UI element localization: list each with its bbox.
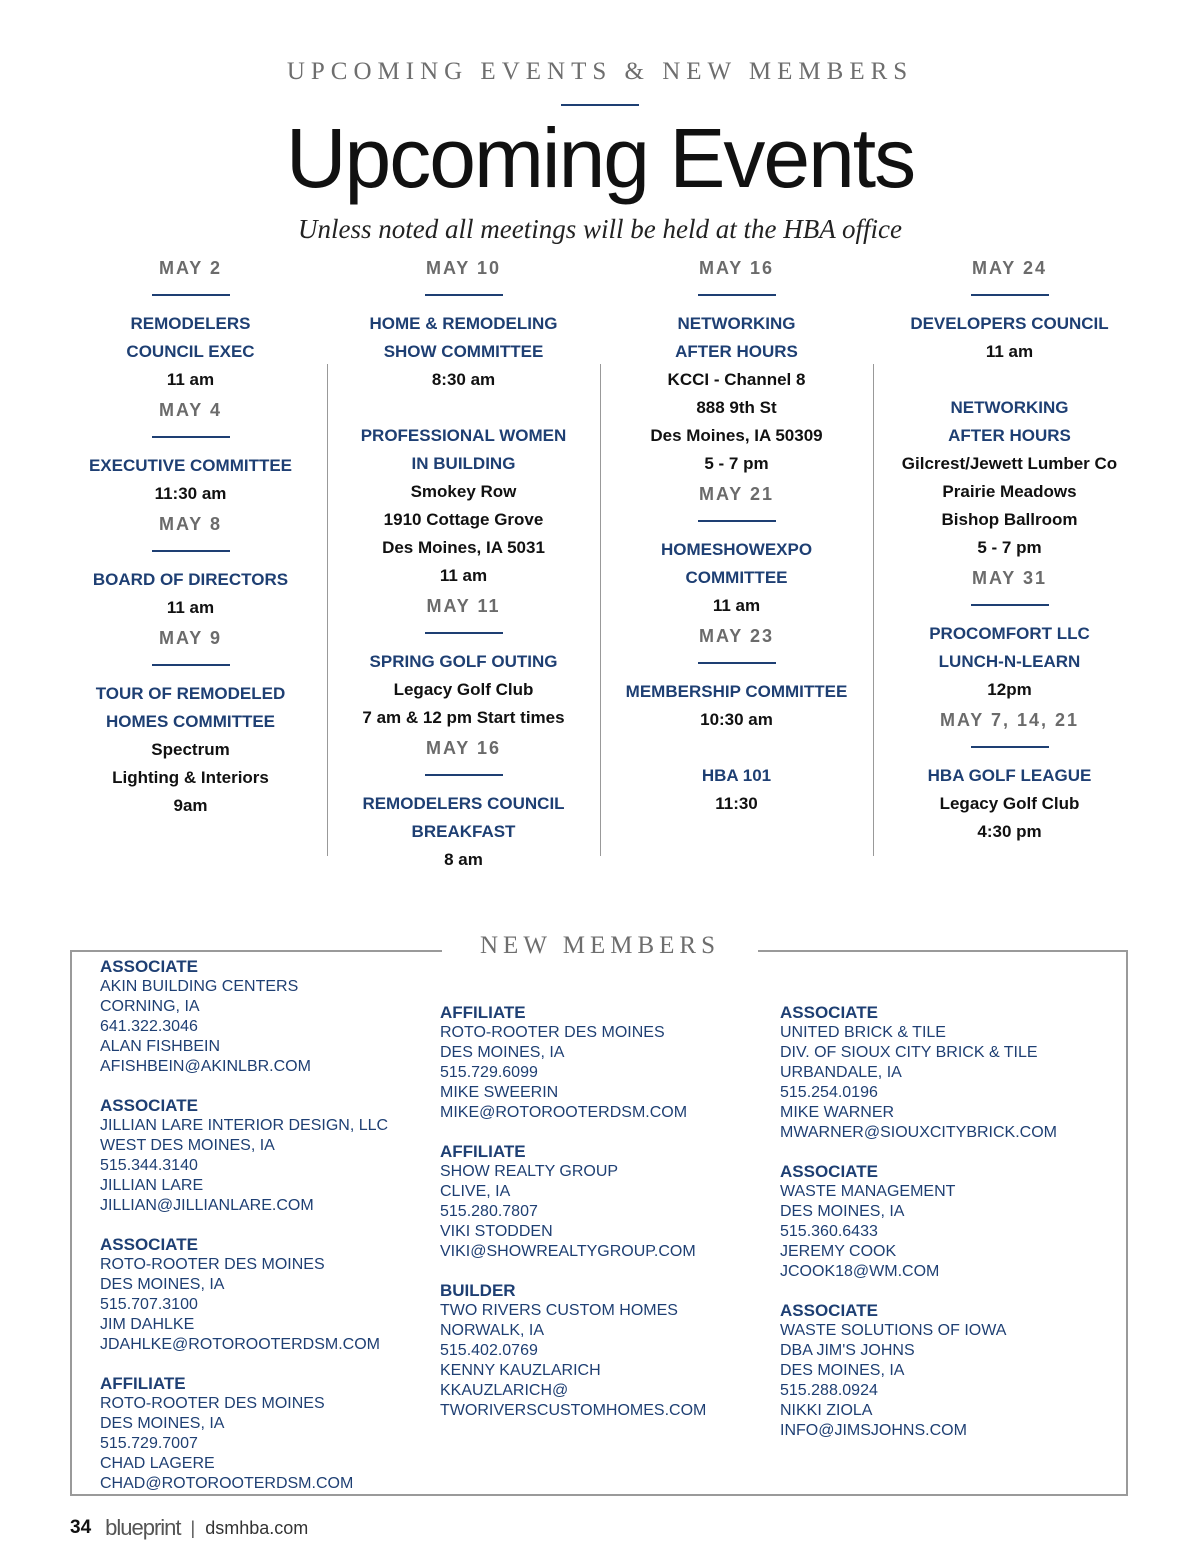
event-title: NETWORKING: [950, 398, 1069, 417]
member-type: AFFILIATE: [440, 1142, 526, 1161]
member-line: WASTE SOLUTIONS OF IOWA: [780, 1322, 1007, 1339]
event-date: MAY 16: [698, 258, 775, 278]
member-line: JEREMY COOK: [780, 1243, 897, 1260]
event-detail: Legacy Golf Club: [393, 680, 534, 699]
member-entry: [780, 1162, 1110, 1282]
event-detail: Smokey Row: [410, 482, 517, 501]
member-line: DES MOINES, IA: [100, 1415, 225, 1432]
member-line: TWO RIVERS CUSTOM HOMES: [440, 1302, 678, 1319]
member-entry: [780, 1301, 1110, 1441]
event-detail: 11 am: [166, 370, 215, 389]
event-date: MAY 16: [425, 738, 502, 758]
member-entry: [440, 1142, 770, 1262]
event-title: HOMESHOWEXPO: [660, 540, 813, 559]
event-detail: 11 am: [166, 598, 215, 617]
event-block: [873, 252, 1146, 562]
date-rule: [698, 662, 776, 664]
event-detail: 11 am: [985, 342, 1034, 361]
member-line: CLIVE, IA: [440, 1183, 511, 1200]
date-rule: [425, 632, 503, 634]
event-spacer: [327, 394, 600, 422]
member-line: ROTO-ROOTER DES MOINES: [440, 1024, 665, 1041]
event-detail: Bishop Ballroom: [941, 510, 1078, 529]
event-date: MAY 11: [426, 596, 501, 616]
member-type: ASSOCIATE: [100, 957, 198, 976]
event-title: AFTER HOURS: [948, 426, 1071, 445]
member-line: WASTE MANAGEMENT: [780, 1183, 956, 1200]
member-type: ASSOCIATE: [780, 1162, 878, 1181]
event-detail: 888 9th St: [696, 398, 777, 417]
kicker-rule: [561, 104, 639, 106]
member-line: 641.322.3046: [100, 1018, 198, 1035]
date-rule: [152, 294, 230, 296]
date-rule: [698, 520, 776, 522]
member-line: URBANDALE, IA: [780, 1064, 902, 1081]
member-entry: [780, 1003, 1110, 1143]
member-line: INFO@JIMSJOHNS.COM: [780, 1422, 967, 1439]
member-line: DES MOINES, IA: [780, 1362, 905, 1379]
event-date: MAY 23: [698, 626, 775, 646]
event-title: REMODELERS: [130, 314, 251, 333]
member-entry: [100, 1235, 430, 1355]
member-line: 515.288.0924: [780, 1382, 878, 1399]
event-date: MAY 2: [158, 258, 223, 278]
event-date: MAY 10: [425, 258, 502, 278]
member-entry: [100, 1096, 430, 1216]
page-subtitle: Unless noted all meetings will be held at the HBA office: [298, 214, 902, 244]
date-rule: [971, 604, 1049, 606]
event-title: BREAKFAST: [411, 822, 516, 841]
member-line: CHAD@ROTOROOTERDSM.COM: [100, 1475, 354, 1492]
event-title: NETWORKING: [677, 314, 796, 333]
event-date: MAY 24: [971, 258, 1048, 278]
event-date: MAY 7, 14, 21: [939, 710, 1080, 730]
date-rule: [698, 294, 776, 296]
event-block: [327, 252, 600, 590]
event-title: SHOW COMMITTEE: [383, 342, 544, 361]
member-line: UNITED BRICK & TILE: [780, 1024, 946, 1041]
member-line: CHAD LAGERE: [100, 1455, 215, 1472]
member-type: ASSOCIATE: [100, 1096, 198, 1115]
member-type: ASSOCIATE: [100, 1235, 198, 1254]
members-column-1: [100, 957, 430, 1513]
member-type: ASSOCIATE: [780, 1301, 878, 1320]
event-date: MAY 9: [158, 628, 223, 648]
footer-separator: |: [190, 1517, 196, 1538]
event-detail: KCCI - Channel 8: [667, 370, 806, 389]
event-spacer: [600, 734, 873, 762]
member-line: JIM DAHLKE: [100, 1316, 195, 1333]
member-line: JCOOK18@WM.COM: [780, 1263, 940, 1280]
event-title: HBA GOLF LEAGUE: [927, 766, 1092, 785]
members-column-2: [440, 1003, 770, 1440]
event-detail: 9am: [173, 796, 208, 815]
member-entry: [440, 1003, 770, 1123]
member-line: MIKE@ROTOROOTERDSM.COM: [440, 1104, 688, 1121]
member-line: DES MOINES, IA: [780, 1203, 905, 1220]
member-entry: [100, 1374, 430, 1494]
events-column-4: [873, 252, 1146, 846]
events-column-3: [600, 252, 873, 818]
member-entry: [100, 957, 430, 1077]
event-title: TOUR OF REMODELED: [95, 684, 286, 703]
event-block: [600, 478, 873, 620]
member-line: 515.729.6099: [440, 1064, 538, 1081]
event-block: [54, 252, 327, 394]
member-line: 515.254.0196: [780, 1084, 878, 1101]
member-line: 515.402.0769: [440, 1342, 538, 1359]
event-detail: Gilcrest/Jewett Lumber Co: [901, 454, 1118, 473]
page-title: Upcoming Events: [285, 111, 915, 205]
event-title: MEMBERSHIP COMMITTEE: [625, 682, 848, 701]
event-title: HBA 101: [701, 766, 772, 785]
event-title: HOME & REMODELING: [369, 314, 558, 333]
member-type: BUILDER: [440, 1281, 516, 1300]
member-line: AFISHBEIN@AKINLBR.COM: [100, 1058, 311, 1075]
member-line: ALAN FISHBEIN: [100, 1038, 221, 1055]
event-detail: 7 am & 12 pm Start times: [362, 708, 565, 727]
event-detail: Prairie Meadows: [942, 482, 1077, 501]
member-line: ROTO-ROOTER DES MOINES: [100, 1395, 325, 1412]
member-line: 515.707.3100: [100, 1296, 198, 1313]
event-detail: 1910 Cottage Grove: [383, 510, 544, 529]
event-date: MAY 8: [158, 514, 223, 534]
events-column-1: [54, 252, 327, 820]
event-title: LUNCH-N-LEARN: [938, 652, 1081, 671]
event-spacer: [873, 366, 1146, 394]
member-line: DES MOINES, IA: [440, 1044, 565, 1061]
date-rule: [425, 294, 503, 296]
date-rule: [152, 550, 230, 552]
event-date: MAY 21: [698, 484, 775, 504]
event-detail: Lighting & Interiors: [112, 768, 269, 787]
event-detail: Des Moines, IA 5031: [382, 538, 545, 557]
event-block: [327, 590, 600, 732]
event-title: AFTER HOURS: [675, 342, 798, 361]
event-detail: 11:30: [715, 794, 758, 813]
member-line: KKAUZLARICH@: [440, 1382, 569, 1399]
event-title: COUNCIL EXEC: [126, 342, 255, 361]
event-detail: 5 - 7 pm: [977, 538, 1042, 557]
member-line: VIKI@SHOWREALTYGROUP.COM: [440, 1243, 696, 1260]
event-title: IN BUILDING: [411, 454, 516, 473]
event-block: [600, 620, 873, 818]
member-line: JDAHLKE@ROTOROOTERDSM.COM: [100, 1336, 380, 1353]
event-detail: Des Moines, IA 50309: [650, 426, 823, 445]
events-column-2: [327, 252, 600, 874]
member-line: 515.729.7007: [100, 1435, 198, 1452]
event-detail: 12pm: [987, 680, 1032, 699]
member-line: TWORIVERSCUSTOMHOMES.COM: [440, 1402, 707, 1419]
website-link[interactable]: dsmhba.com: [205, 1517, 309, 1538]
event-title: PROCOMFORT LLC: [929, 624, 1090, 643]
event-detail: Spectrum: [151, 740, 230, 759]
event-detail: 10:30 am: [700, 710, 773, 729]
date-rule: [152, 664, 230, 666]
member-line: DBA JIM'S JOHNS: [780, 1342, 915, 1359]
member-line: VIKI STODDEN: [440, 1223, 553, 1240]
event-block: [327, 732, 600, 874]
event-title: EXECUTIVE COMMITTEE: [88, 456, 293, 475]
member-line: WEST DES MOINES, IA: [100, 1137, 275, 1154]
event-title: COMMITTEE: [685, 568, 788, 587]
member-line: 515.344.3140: [100, 1157, 198, 1174]
member-line: DIV. OF SIOUX CITY BRICK & TILE: [780, 1044, 1038, 1061]
event-detail: Legacy Golf Club: [939, 794, 1080, 813]
event-block: [873, 562, 1146, 704]
page-footer: [70, 1513, 308, 1543]
member-line: MIKE SWEERIN: [440, 1084, 559, 1101]
event-detail: 11 am: [712, 596, 761, 615]
member-line: 515.280.7807: [440, 1203, 538, 1220]
section-kicker: UPCOMING EVENTS & NEW MEMBERS: [286, 58, 914, 85]
event-block: [54, 508, 327, 622]
event-date: MAY 31: [971, 568, 1048, 588]
event-title: BOARD OF DIRECTORS: [92, 570, 289, 589]
member-line: SHOW REALTY GROUP: [440, 1163, 619, 1180]
new-members-heading: NEW MEMBERS: [442, 932, 758, 960]
member-line: KENNY KAUZLARICH: [440, 1362, 601, 1379]
event-block: [873, 704, 1146, 846]
member-line: JILLIAN@JILLIANLARE.COM: [100, 1197, 314, 1214]
event-date: MAY 4: [158, 400, 223, 420]
date-rule: [425, 774, 503, 776]
event-title: HOMES COMMITTEE: [105, 712, 276, 731]
event-block: [600, 252, 873, 478]
event-detail: 5 - 7 pm: [704, 454, 769, 473]
event-detail: 8 am: [444, 850, 483, 869]
event-detail: 11:30 am: [154, 484, 227, 503]
publication-logo: blueprint: [105, 1515, 181, 1540]
event-title: SPRING GOLF OUTING: [369, 652, 558, 671]
event-title: PROFESSIONAL WOMEN: [360, 426, 567, 445]
member-line: 515.360.6433: [780, 1223, 878, 1240]
member-line: JILLIAN LARE: [100, 1177, 204, 1194]
member-line: AKIN BUILDING CENTERS: [100, 978, 299, 995]
member-line: JILLIAN LARE INTERIOR DESIGN, LLC: [100, 1117, 389, 1134]
member-line: DES MOINES, IA: [100, 1276, 225, 1293]
event-block: [54, 622, 327, 820]
member-line: CORNING, IA: [100, 998, 200, 1015]
event-detail: 8:30 am: [431, 370, 496, 389]
members-column-3: [780, 1003, 1110, 1460]
member-type: ASSOCIATE: [780, 1003, 878, 1022]
member-line: MWARNER@SIOUXCITYBRICK.COM: [780, 1124, 1057, 1141]
event-title: DEVELOPERS COUNCIL: [910, 314, 1109, 333]
event-detail: 4:30 pm: [977, 822, 1042, 841]
date-rule: [971, 294, 1049, 296]
member-line: ROTO-ROOTER DES MOINES: [100, 1256, 325, 1273]
member-entry: [440, 1281, 770, 1421]
member-type: AFFILIATE: [100, 1374, 186, 1393]
member-line: NORWALK, IA: [440, 1322, 545, 1339]
event-block: [54, 394, 327, 508]
member-line: NIKKI ZIOLA: [780, 1402, 873, 1419]
member-type: AFFILIATE: [440, 1003, 526, 1022]
date-rule: [152, 436, 230, 438]
member-line: MIKE WARNER: [780, 1104, 895, 1121]
page-number: 34: [70, 1517, 92, 1538]
event-title: REMODELERS COUNCIL: [362, 794, 565, 813]
event-detail: 11 am: [439, 566, 488, 585]
date-rule: [971, 746, 1049, 748]
